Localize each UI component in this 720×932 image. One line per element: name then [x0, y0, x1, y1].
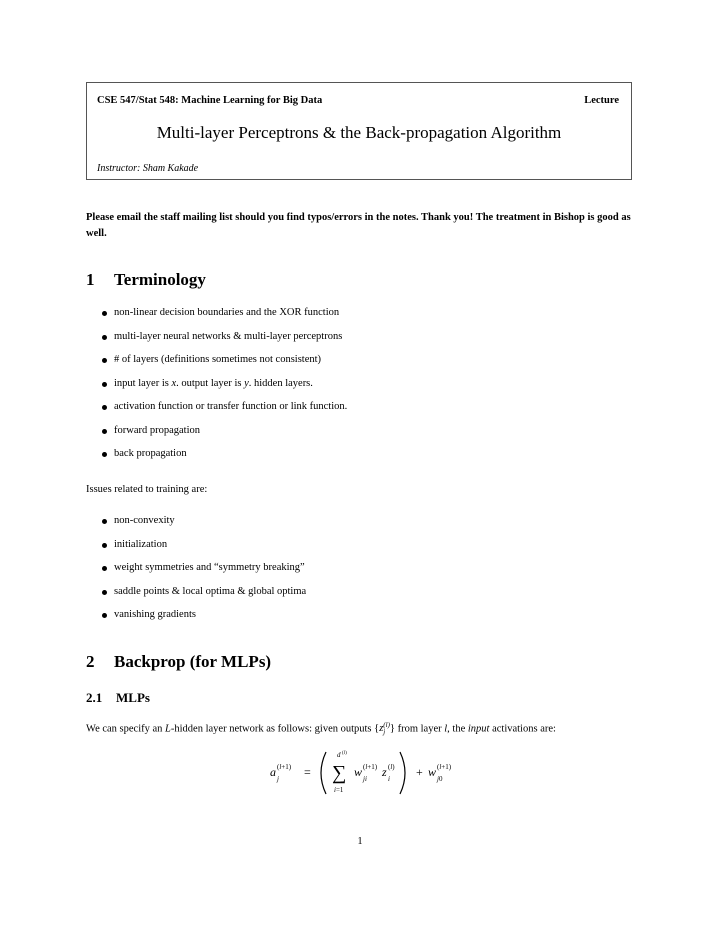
bullet-icon	[102, 452, 107, 457]
layers-item: input layer is x. output layer is y. hidden layers.	[114, 377, 313, 389]
section-number: 2	[86, 652, 95, 671]
emph-input: input	[467, 723, 490, 735]
instructor-line: Instructor: Sham Kakade	[97, 163, 199, 174]
svg-text:(l): (l)	[342, 751, 347, 756]
section-2-heading	[86, 652, 271, 672]
terminology-list	[100, 306, 347, 471]
svg-text:(l): (l)	[388, 763, 395, 771]
list-item: multi-layer neural networks & multi-layer perceptrons	[100, 330, 347, 354]
activation-equation	[268, 748, 458, 798]
bullet-icon	[102, 566, 107, 571]
list-item: initialization	[100, 538, 306, 562]
section-number: 1	[86, 270, 95, 289]
math-outputs: {z(l) j }	[374, 721, 395, 736]
bullet-icon	[102, 335, 107, 340]
errata-note: Please email the staff mailing list should you find typos/errors in the notes. Thank you! The treatment in Bishop is good as well.	[86, 212, 631, 239]
list-item: # of layers (definitions sometimes not consistent)	[100, 353, 347, 377]
list-item: saddle points & local optima & global optima	[100, 585, 306, 609]
svg-text:ji: ji	[363, 775, 367, 783]
list-item: back propagation	[100, 447, 347, 471]
issues-intro: Issues related to training are:	[86, 484, 208, 495]
issues-list	[100, 514, 306, 632]
section-title: Backprop (for MLPs)	[114, 652, 272, 671]
subsection-number: 2.1	[86, 690, 103, 705]
list-item: weight symmetries and “symmetry breaking”	[100, 561, 306, 585]
page-number: 1	[357, 836, 363, 847]
svg-text:w: w	[354, 765, 363, 779]
svg-text:j0: j0	[437, 775, 443, 783]
svg-text:j: j	[277, 775, 279, 783]
svg-text:(l+1): (l+1)	[363, 763, 378, 771]
math-l: l	[444, 723, 448, 735]
bullet-icon	[102, 358, 107, 363]
math-L: L	[165, 723, 171, 735]
bullet-icon	[102, 519, 107, 524]
svg-text:i=1: i=1	[334, 786, 344, 794]
svg-text:i: i	[388, 775, 390, 783]
list-item: forward propagation	[100, 424, 347, 448]
lecture-label: Lecture	[584, 95, 619, 106]
document-title: Multi-layer Perceptrons & the Back-propagation Algorithm	[156, 123, 562, 142]
header-box	[86, 82, 632, 180]
bullet-icon	[102, 405, 107, 410]
bullet-icon	[102, 543, 107, 548]
list-item: non-convexity	[100, 514, 306, 538]
section-1-heading	[86, 270, 206, 290]
subsection-2-1-heading	[86, 690, 150, 706]
svg-text:w: w	[428, 765, 437, 779]
svg-text:d: d	[337, 751, 341, 759]
section-title: Terminology	[114, 270, 206, 289]
svg-text:(l+1): (l+1)	[277, 763, 292, 771]
svg-text:∑: ∑	[332, 762, 347, 784]
course-name: CSE 547/Stat 548: Machine Learning for Big Data	[97, 95, 323, 106]
svg-text:+: +	[416, 765, 423, 779]
list-item: vanishing gradients	[100, 608, 306, 632]
svg-text:z: z	[382, 765, 387, 779]
list-item	[100, 377, 347, 401]
bullet-icon	[102, 382, 107, 387]
list-item: activation function or transfer function or link function.	[100, 400, 347, 424]
bullet-icon	[102, 613, 107, 618]
svg-text:=: =	[304, 765, 311, 779]
svg-text:(l+1): (l+1)	[437, 763, 452, 771]
bullet-icon	[102, 429, 107, 434]
svg-text:a: a	[270, 765, 276, 779]
subsection-title: MLPs	[116, 690, 150, 705]
list-item: non-linear decision boundaries and the XOR function	[100, 306, 347, 330]
mlp-intro-paragraph: We can specify an L-hidden layer network as follows: given outputs {z(l) j } from layer l, the input activations are:	[86, 721, 556, 736]
bullet-icon	[102, 311, 107, 316]
bullet-icon	[102, 590, 107, 595]
